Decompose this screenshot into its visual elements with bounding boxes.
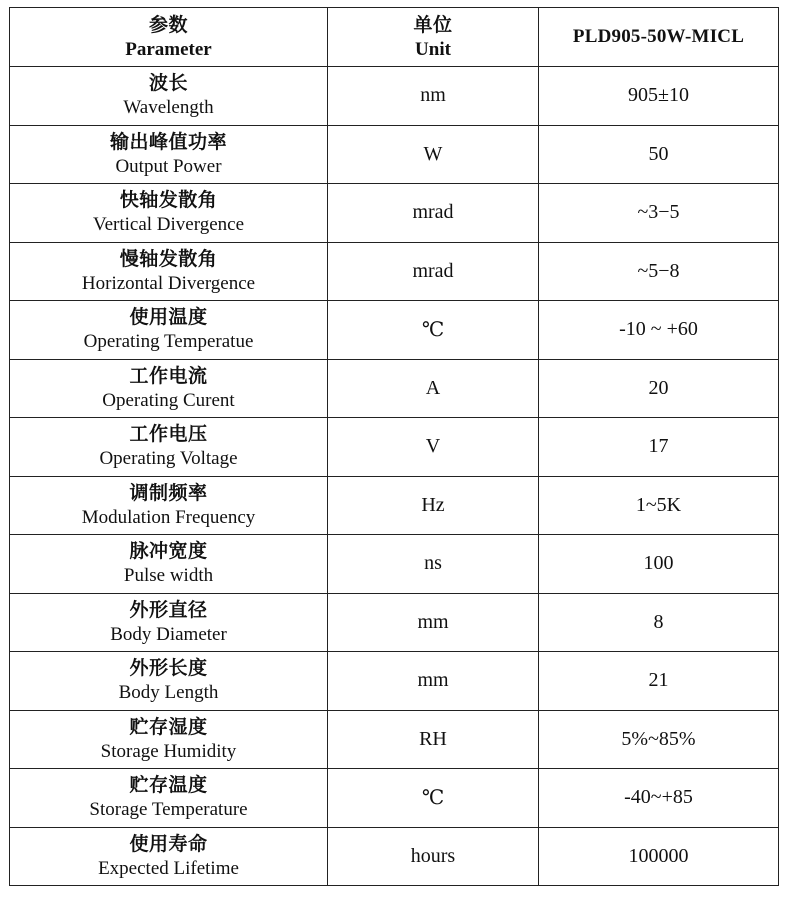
parameter-zh: 慢轴发散角 — [119, 247, 218, 270]
parameter-zh: 贮存湿度 — [129, 715, 208, 738]
parameter-en: Body Length — [118, 682, 219, 704]
parameter-en: Expected Lifetime — [98, 857, 239, 879]
unit-cell: nm — [328, 67, 539, 126]
header-unit-zh: 单位 — [413, 13, 453, 36]
unit-cell: mm — [328, 652, 539, 711]
value-cell: 5%~85% — [539, 710, 779, 769]
value-cell: 8 — [539, 593, 779, 652]
value-cell: 50 — [539, 125, 779, 184]
table-row — [10, 242, 779, 301]
parameter-zh: 外形直径 — [129, 598, 208, 621]
value-cell: 905±10 — [539, 67, 779, 126]
header-parameter-zh: 参数 — [148, 13, 188, 36]
parameter-cell — [10, 652, 328, 711]
unit-cell: hours — [328, 827, 539, 886]
header-unit-cell — [328, 8, 539, 67]
table-row — [10, 710, 779, 769]
value-cell: 100 — [539, 535, 779, 594]
value-cell: 1~5K — [539, 476, 779, 535]
parameter-cell — [10, 827, 328, 886]
table-row — [10, 769, 779, 828]
value-cell: 100000 — [539, 827, 779, 886]
parameter-cell — [10, 301, 328, 360]
parameter-zh: 调制频率 — [129, 481, 208, 504]
parameter-cell — [10, 476, 328, 535]
parameter-en: Operating Voltage — [99, 448, 238, 470]
parameter-zh: 输出峰值功率 — [109, 130, 227, 153]
unit-cell: mrad — [328, 184, 539, 243]
parameter-en: Storage Temperature — [89, 799, 248, 821]
parameter-zh: 快轴发散角 — [119, 189, 218, 212]
parameter-zh: 波长 — [148, 72, 188, 95]
unit-cell: ns — [328, 535, 539, 594]
header-parameter-cell — [10, 8, 328, 67]
unit-cell: RH — [328, 710, 539, 769]
parameter-en: Wavelength — [123, 97, 214, 119]
table-row — [10, 418, 779, 477]
parameter-cell — [10, 710, 328, 769]
parameter-cell — [10, 418, 328, 477]
value-cell: ~3−5 — [539, 184, 779, 243]
parameter-en: Body Diameter — [110, 623, 227, 645]
value-cell: 21 — [539, 652, 779, 711]
table-row — [10, 827, 779, 886]
parameter-cell — [10, 769, 328, 828]
unit-cell: ℃ — [328, 769, 539, 828]
unit-cell: A — [328, 359, 539, 418]
header-parameter-en: Parameter — [125, 38, 212, 60]
parameter-cell — [10, 67, 328, 126]
table-row — [10, 301, 779, 360]
unit-cell: V — [328, 418, 539, 477]
table-row — [10, 535, 779, 594]
table-row — [10, 184, 779, 243]
parameter-en: Output Power — [115, 155, 222, 177]
parameter-en: Storage Humidity — [100, 740, 237, 762]
header-row — [10, 8, 779, 67]
value-cell: -10 ~ +60 — [539, 301, 779, 360]
table-row — [10, 67, 779, 126]
unit-cell: W — [328, 125, 539, 184]
value-cell: ~5−8 — [539, 242, 779, 301]
unit-cell: mrad — [328, 242, 539, 301]
parameter-zh: 使用温度 — [129, 306, 208, 329]
parameter-cell — [10, 359, 328, 418]
table-row — [10, 593, 779, 652]
parameter-zh: 工作电流 — [129, 364, 208, 387]
spec-table — [9, 7, 779, 886]
parameter-cell — [10, 242, 328, 301]
unit-cell: Hz — [328, 476, 539, 535]
parameter-zh: 使用寿命 — [129, 832, 208, 855]
parameter-en: Horizontal Divergence — [81, 272, 256, 294]
parameter-en: Modulation Frequency — [81, 506, 256, 528]
parameter-en: Pulse width — [123, 565, 214, 587]
parameter-zh: 外形长度 — [129, 657, 208, 680]
parameter-cell — [10, 125, 328, 184]
unit-cell: mm — [328, 593, 539, 652]
header-model-cell — [539, 8, 779, 67]
parameter-cell — [10, 593, 328, 652]
table-row — [10, 652, 779, 711]
parameter-zh: 脉冲宽度 — [129, 540, 208, 563]
parameter-cell — [10, 535, 328, 594]
parameter-en: Operating Temperatue — [83, 331, 254, 353]
table-row — [10, 476, 779, 535]
value-cell: 20 — [539, 359, 779, 418]
unit-cell: ℃ — [328, 301, 539, 360]
parameter-en: Operating Curent — [102, 389, 235, 411]
table-row — [10, 125, 779, 184]
table-row — [10, 359, 779, 418]
parameter-zh: 贮存温度 — [129, 774, 208, 797]
header-model: PLD905-50W-MICL — [572, 26, 745, 47]
parameter-zh: 工作电压 — [129, 423, 208, 446]
parameter-cell — [10, 184, 328, 243]
header-unit-en: Unit — [415, 38, 451, 60]
parameter-en: Vertical Divergence — [92, 214, 245, 236]
value-cell: 17 — [539, 418, 779, 477]
value-cell: -40~+85 — [539, 769, 779, 828]
